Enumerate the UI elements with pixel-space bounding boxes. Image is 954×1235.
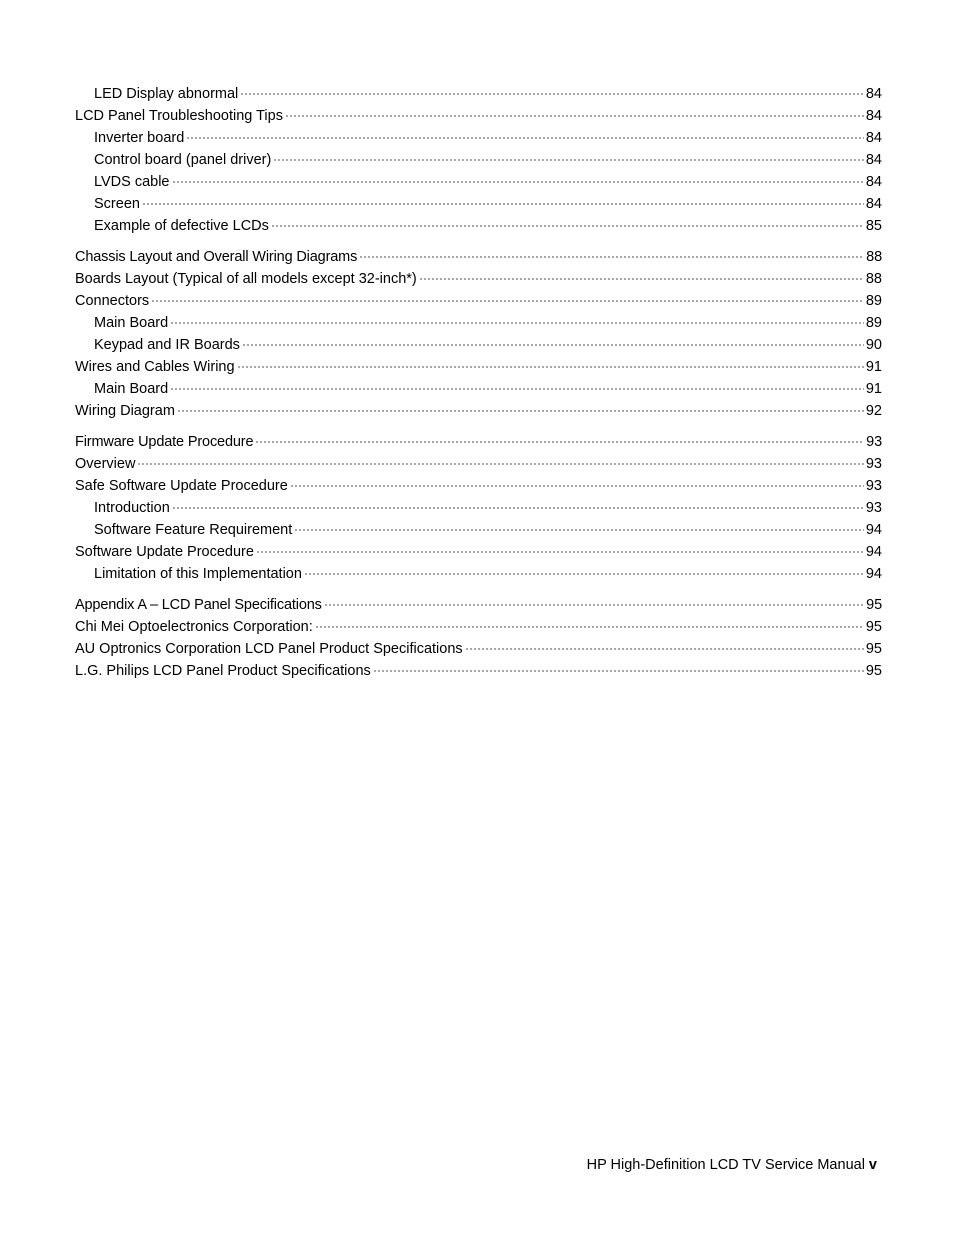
- dot-leader: [137, 463, 863, 465]
- toc-entry-page-number: 93: [865, 478, 882, 494]
- toc-entry-page-number: 95: [866, 597, 882, 613]
- dot-leader: [242, 344, 864, 346]
- toc-entry-label: Overview: [75, 456, 136, 472]
- toc-entry-label: Screen: [94, 196, 140, 212]
- toc-entry-page-number: 95: [865, 641, 882, 657]
- dot-leader: [465, 648, 864, 650]
- dot-leader: [294, 529, 864, 531]
- dot-leader: [186, 137, 864, 139]
- toc-entry-label: LCD Panel Troubleshooting Tips: [75, 108, 283, 124]
- toc-entry-page-number: 84: [865, 86, 882, 102]
- toc-entry[interactable]: [75, 84, 882, 106]
- dot-leader: [324, 604, 864, 606]
- toc-entry-label: Appendix A – LCD Panel Specifications: [75, 597, 322, 613]
- toc-entry-page-number: 85: [865, 218, 882, 234]
- footer-title: HP High-Definition LCD TV Service Manual: [586, 1157, 865, 1173]
- toc-entry-page-number: 84: [865, 196, 882, 212]
- toc-entry[interactable]: [75, 269, 882, 291]
- dot-leader: [172, 507, 864, 509]
- toc-entry-label: Inverter board: [94, 130, 185, 146]
- dot-leader: [271, 225, 864, 227]
- toc-entry-page-number: 90: [865, 337, 882, 353]
- toc-entry[interactable]: [75, 216, 882, 238]
- toc-entry-page-number: 94: [865, 566, 882, 582]
- toc-entry-label: Software Update Procedure: [75, 544, 254, 560]
- toc-entry-page-number: 93: [866, 434, 882, 450]
- toc-entry[interactable]: [75, 498, 882, 520]
- toc-entry-label: LED Display abnormal: [94, 86, 239, 102]
- dot-leader: [315, 626, 864, 628]
- toc-entry-page-number: 84: [865, 152, 882, 168]
- toc-entry-label: Example of defective LCDs: [94, 218, 269, 234]
- toc-entry-label: Keypad and IR Boards: [94, 337, 240, 353]
- toc-entry-label: Wires and Cables Wiring: [75, 359, 235, 375]
- dot-leader: [237, 366, 864, 368]
- toc-entry[interactable]: [75, 291, 882, 313]
- toc-entry[interactable]: [75, 661, 882, 683]
- toc-entry-page-number: 84: [865, 130, 882, 146]
- toc-entry[interactable]: [75, 476, 882, 498]
- toc-entry-page-number: 91: [865, 381, 882, 397]
- toc-entry-label: Safe Software Update Procedure: [75, 478, 288, 494]
- toc-entry-page-number: 95: [865, 663, 882, 679]
- toc-entry-page-number: 94: [865, 544, 882, 560]
- toc-entry[interactable]: [75, 150, 882, 172]
- dot-leader: [419, 278, 864, 280]
- toc-section-heading[interactable]: [75, 595, 882, 617]
- toc-entry-label: Limitation of this Implementation: [94, 566, 302, 582]
- toc-entry[interactable]: [75, 128, 882, 150]
- toc-entry[interactable]: [75, 617, 882, 639]
- toc-section-heading[interactable]: [75, 247, 882, 269]
- page-footer: [587, 1157, 877, 1173]
- toc-entry[interactable]: [75, 172, 882, 194]
- toc-entry-label: Main Board: [94, 315, 169, 331]
- dot-leader: [304, 573, 864, 575]
- toc-entry-page-number: 93: [865, 456, 882, 472]
- dot-leader: [177, 410, 864, 412]
- dot-leader: [285, 115, 864, 117]
- toc-entry-page-number: 84: [865, 174, 882, 190]
- toc-entry-label: L.G. Philips LCD Panel Product Specifications: [75, 663, 371, 679]
- toc-entry-page-number: 84: [865, 108, 882, 124]
- dot-leader: [290, 485, 864, 487]
- dot-leader: [359, 256, 864, 258]
- toc-entry[interactable]: [75, 106, 882, 128]
- toc-entry-label: Chassis Layout and Overall Wiring Diagrams: [75, 249, 358, 265]
- toc-section-heading[interactable]: [75, 432, 882, 454]
- toc-entry[interactable]: [75, 454, 882, 476]
- toc-entry[interactable]: [75, 520, 882, 542]
- dot-leader: [273, 159, 864, 161]
- toc-entry-page-number: 93: [865, 500, 882, 516]
- dot-leader: [255, 441, 864, 443]
- toc-entry[interactable]: [75, 313, 882, 335]
- toc-entry[interactable]: [75, 357, 882, 379]
- dot-leader: [240, 93, 864, 95]
- toc-entry[interactable]: [75, 335, 882, 357]
- toc-entry[interactable]: [75, 401, 882, 423]
- toc-entry-label: AU Optronics Corporation LCD Panel Product Specifications: [75, 641, 463, 657]
- dot-leader: [256, 551, 864, 553]
- toc-entry-label: Control board (panel driver): [94, 152, 272, 168]
- toc-entry[interactable]: [75, 542, 882, 564]
- toc-entry-page-number: 94: [865, 522, 882, 538]
- toc-entry-label: Main Board: [94, 381, 169, 397]
- toc-entry-label: Firmware Update Procedure: [75, 434, 254, 450]
- footer-page-number: v: [868, 1157, 877, 1173]
- toc-entry-label: Chi Mei Optoelectronics Corporation:: [75, 619, 313, 635]
- toc-entry[interactable]: [75, 639, 882, 661]
- toc-entry-page-number: 89: [865, 293, 882, 309]
- dot-leader: [170, 322, 864, 324]
- toc-entry[interactable]: [75, 564, 882, 586]
- toc-entry-page-number: 91: [865, 359, 882, 375]
- dot-leader: [172, 181, 864, 183]
- toc-entry[interactable]: [75, 379, 882, 401]
- dot-leader: [373, 670, 864, 672]
- toc-entry-label: Introduction: [94, 500, 170, 516]
- toc-entry-label: Boards Layout (Typical of all models except 32-inch*): [75, 271, 417, 287]
- dot-leader: [151, 300, 864, 302]
- toc-entry-label: Wiring Diagram: [75, 403, 175, 419]
- toc-entry-page-number: 92: [865, 403, 882, 419]
- dot-leader: [142, 203, 864, 205]
- toc-entry-page-number: 88: [865, 271, 882, 287]
- dot-leader: [170, 388, 864, 390]
- toc-entry[interactable]: [75, 194, 882, 216]
- toc-entry-label: Software Feature Requirement: [94, 522, 293, 538]
- toc-entry-label: Connectors: [75, 293, 150, 309]
- toc-entry-page-number: 95: [865, 619, 882, 635]
- toc-entry-page-number: 89: [865, 315, 882, 331]
- table-of-contents: [75, 84, 882, 683]
- toc-entry-label: LVDS cable: [94, 174, 170, 190]
- toc-entry-page-number: 88: [866, 249, 882, 265]
